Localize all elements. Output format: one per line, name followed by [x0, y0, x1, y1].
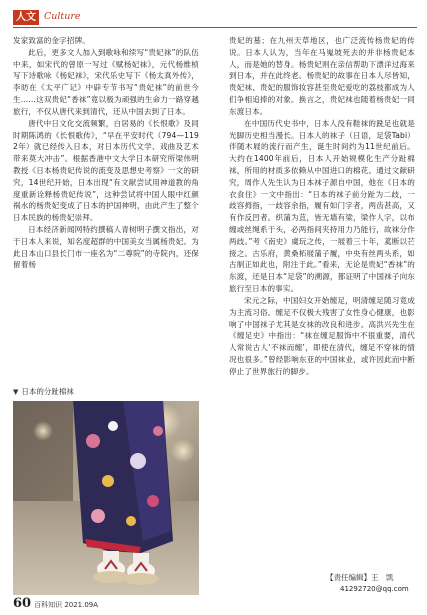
section-tag: 人文 [13, 10, 39, 25]
page-number: 60 [13, 596, 32, 611]
paragraph: 此后，更多文人加入到歌咏和续写“贵妃袜”的队伍中来，如宋代的曾原一写过《赋杨妃袜》，元代杨维桢写下诗歌咏《杨妃袜》，宋代乐史写下《杨太真外传》，李昉在《太平广记》中辟专节书写“贵妃袜”的前世今生……这双贵妃“香袜”竟以极为顽强的生命力一路穿越旅行，不仅从唐代来到清代，还从中国去到了日本。 [13, 47, 199, 116]
kimono-tabi-photo [13, 401, 199, 595]
section-label-en: Culture [44, 11, 81, 22]
issue-info: 百科知识 2021.09A [34, 601, 99, 609]
paragraph: 日本经济新闻网特约撰稿人青树明子撰文指出，对于日本人来说，知名度超群的中国美女当属杨贵妃。为此日本山口县长门市一座名为“二尊院”的寺院内，还保留着杨 [13, 225, 199, 270]
caption-triangle-icon: ▼ [13, 388, 19, 396]
photo-illustration [13, 401, 199, 595]
paragraph: 发家致富的金字招牌。 [13, 36, 90, 45]
editor-email: 41292720@qq.com [340, 585, 409, 593]
caption-text: 日本的分趾棉袜 [21, 387, 74, 396]
editor-credit: 【责任编辑】王 凯 [326, 573, 394, 582]
page-footer [13, 596, 98, 611]
figure-caption [13, 386, 74, 397]
paragraph: 唐代中日文化交流频繁，白居易的《长恨歌》及同时期陈鸿的《长恨歌传》，“早在平安时代（794—1192年）就已经传入日本，对日本历代文学、戏曲及艺术带来莫大冲击”。根据香港中文大学日本研究所梁伟明教授《日本杨贵妃传说的流变及思想史考察》一文的研究，14世纪开始，日本出现“有文献尝试用神道教的角度重新诠释杨贵妃传说”，这种尝试将中国人眼中红颜祸水的杨贵妃变成了日本的护国神明，由此产生了整个日本民族的杨贵妃崇拜。 [13, 118, 199, 223]
page-header [13, 10, 417, 28]
paragraph: 贵妃的墓；在九州天草地区，也广泛流传杨贵妃的传说。日本人认为，当年在马嵬坡死去的并非杨贵妃本人，而是她的替身。杨贵妃则在亲信帮助下漂洋过海来到日本，并在此终老。杨贵妃的故事在日本人尽皆知，贵妃袜、贵妃的服饰妆容甚至贵妃爱吃的荔枝都成为人们争相追捧的对象。换言之，贵妃袜也随着杨贵妃一同东渡日本。 [229, 36, 415, 116]
paragraph: 在中国历代史书中，日本人没有鞋袜的跣足也就是光脚历史相当漫长。日本人的袜子（日语，足袋Tabi）伴随木屐的流行而产生，诞生时间约为11世纪前后。大约在1400年前后，日本人开始规模化生产分趾棉袜，所用的材质多依赖从中国进口的棉花。通过文献研究，周作人先生认为日本袜子源自中国，他在《日本的衣食住》一文中指出：“日本的袜子前分趾为二歧，一歧容拇指，一歧容余指，履有如门字者，两齿甚高，又有作反凹者。织蒲为苴，皆无墙有梁，梁作人字，以布缠或丝绳系于头，必两指间夹持用力乃能行，故袜分作两歧。”考《南史》虞玩之传，一屐着三十年，蒵断以芒接之。古乐府，黄桑柘屐蒲子履，中央有丝两头系，如古制正如此也，附注于此。”看来，无论是贵妃“香袜”的东渡，还是日本“足袋”的溯源，都证明了中国袜子向东旅行至日本的事实。 [229, 118, 415, 294]
left-column [13, 35, 199, 271]
header-rule [13, 27, 417, 28]
right-column [229, 35, 415, 378]
paragraph: 宋元之际，中国妇女开始缠足，明清缠足随习竟成为主流习俗。缠足不仅极大残害了女性身心健康，也影响了中国袜子尤其是女袜的改良和进步。高洪兴先生在《缠足史》中指出：“袜在缠足服饰中不很重要，清代人常说古人‘不袜而缠’，即使在清代，缠足不穿袜的情况也很多。”曾经影响东亚的中国袜业，或许因此而中断停止了世界旅行的脚步。 [229, 295, 415, 376]
